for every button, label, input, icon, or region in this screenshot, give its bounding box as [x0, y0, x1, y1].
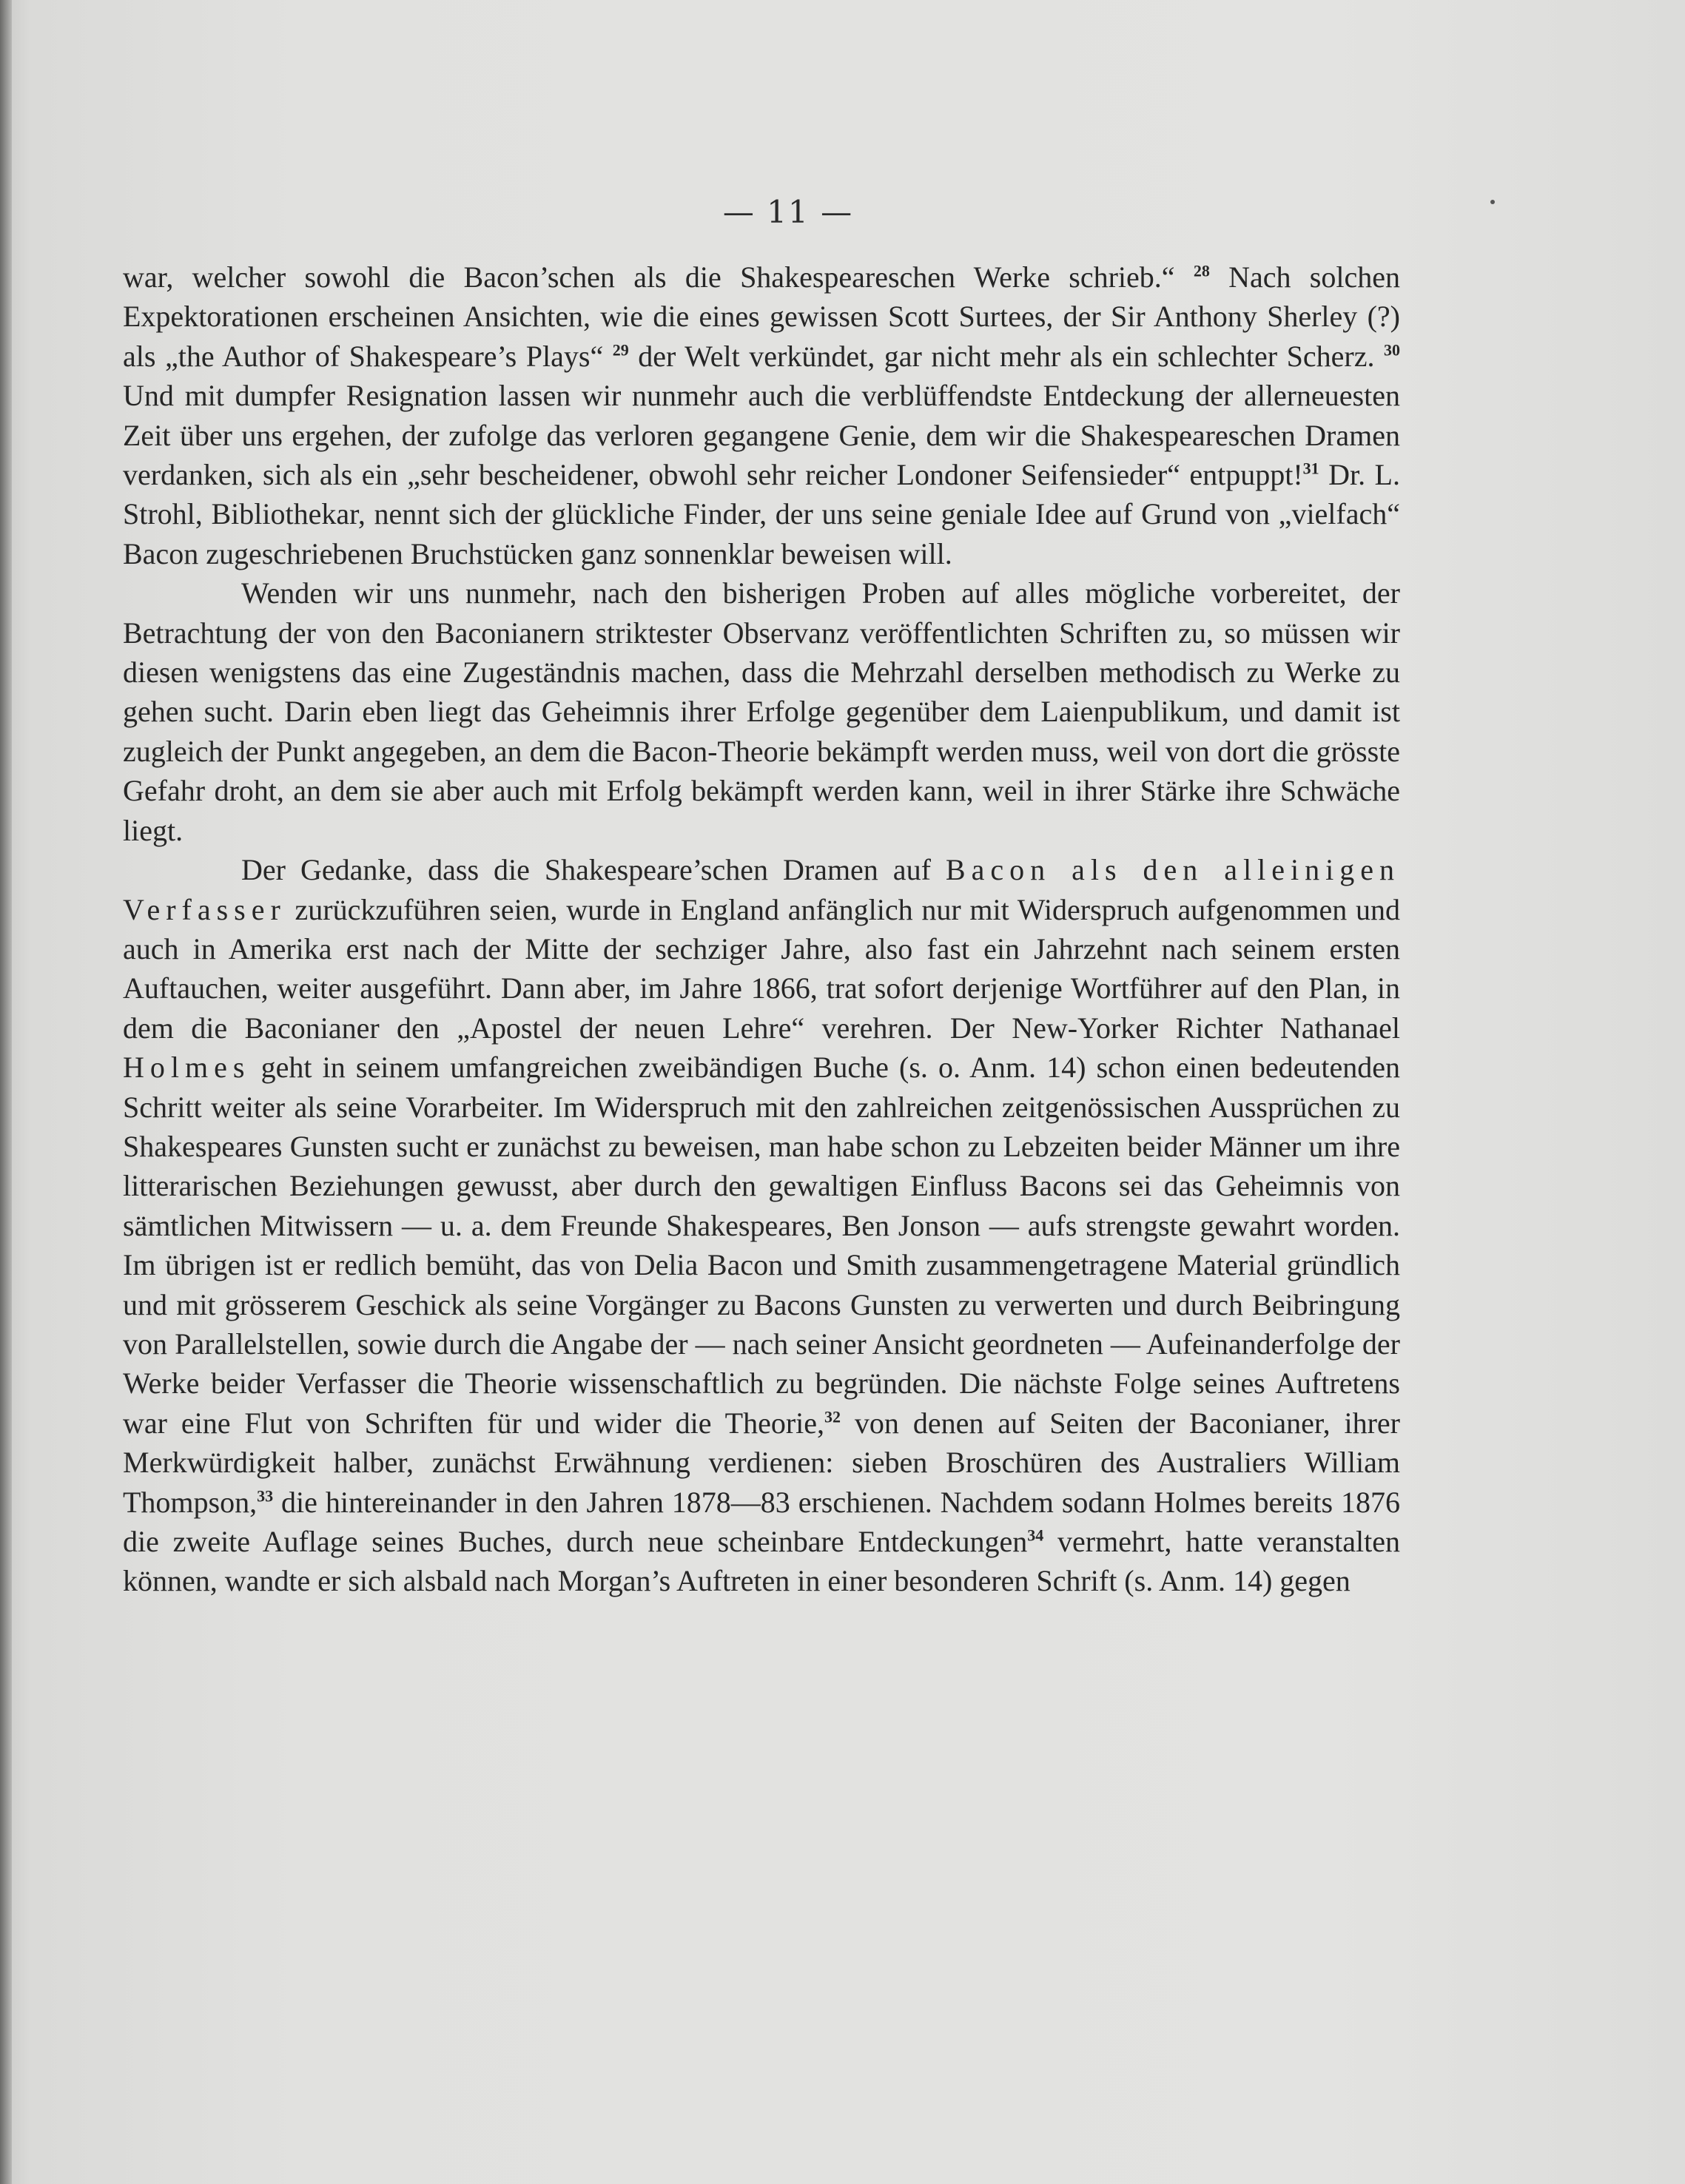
text-run: die hintereinander in den Jahren 1878—83 erschienen. Nachdem sodann Holmes bereits 1876 die zweite Auflage seines Buches, durch neue scheinbare Entdeckungen	[123, 1485, 1400, 1558]
paragraph	[123, 573, 1400, 850]
text-run: zurückzuführen seien, wurde in England anfänglich nur mit Widerspruch aufgenommen und auch in Amerika erst nach der Mitte der sechziger Jahre, also fast ein Jahrzehnt nach seinem ersten Auftauchen, weiter ausgeführt. Dann aber, im Jahre 1866, trat sofort derjenige Wortführer auf den Plan, in dem die Baconianer den „Apostel der neuen Lehre“ verehren. Der New-Yorker Richter Nathanael	[123, 892, 1400, 1045]
text-run: geht in seinem umfangreichen zweibändigen Buche (s. o. Anm. 14) schon einen bedeutenden Schritt weiter als seine Vorarbeiter. Im Widerspruch mit den zahlreichen zeitgenössischen Aussprüchen zu Shakespeares Gunsten sucht er zunächst zu beweisen, man habe schon zu Lebzeiten beider Männer um ihre litterarischen Beziehungen gewusst, aber durch den gewaltigen Einfluss Bacons sei das Geheimnis von sämtlichen Mitwissern — u. a. dem Freunde Shakespeares, Ben Jonson — aufs strengste gewahrt worden. Im übrigen ist er redlich bemüht, das von Delia Bacon und Smith zusammengetragene Material gründlich und mit grösserem Geschick als seine Vorgänger zu Bacons Gunsten zu verwerten und durch Beibringung von Parallelstellen, sowie durch die Angabe der — nach seiner Ansicht geordneten — Aufeinanderfolge der Werke beider Verfasser die Theorie wissenschaftlich zu begründen. Die nächste Folge seines Auftretens war eine Flut von Schriften für und wider die Theorie,	[123, 1051, 1400, 1440]
footnote-ref: 34	[1027, 1526, 1044, 1545]
footnote-ref: 31	[1302, 459, 1319, 478]
spaced-emphasis: Bacon als den alleinigen Verfasser	[123, 853, 1400, 926]
binding-edge	[0, 0, 12, 2184]
footnote-ref: 30	[1384, 340, 1400, 360]
paragraph	[123, 850, 1400, 1601]
dust-speck	[1490, 200, 1495, 204]
footnote-ref: 32	[824, 1407, 841, 1426]
text-run: Wenden wir uns nunmehr, nach den bisherigen Proben auf alles mögliche vorbereitet, der Betrachtung der von den Baconianern striktester Observanz veröffentlichten Schriften zu, so müssen wir diesen wenigstens das eine Zugeständnis machen, dass die Mehrzahl derselben methodisch zu Werke zu gehen sucht. Darin eben liegt das Geheimnis ihrer Erfolge gegenüber dem Laienpublikum, und damit ist zugleich der Punkt angegeben, an dem die Bacon-Theorie bekämpft werden muss, weil von dort die grösste Gefahr droht, an dem sie aber auch mit Erfolg bekämpft werden kann, weil in ihrer Stärke ihre Schwäche liegt.	[123, 576, 1400, 847]
paragraph	[123, 257, 1400, 573]
text-run: war, welcher sowohl die Bacon’schen als die Shakespeareschen Werke schrieb.“	[123, 260, 1194, 294]
text-run: Dr. L. Strohl, Bibliothekar, nennt sich der glückliche Finder, der uns seine geniale Idee auf Grund von „vielfach“ Bacon zugeschriebenen Bruchstücken ganz sonnenklar beweisen will.	[123, 458, 1400, 570]
text-run: Und mit dumpfer Resignation lassen wir nunmehr auch die verblüffendste Entdeckung der allerneuesten Zeit über uns ergehen, der zufolge das verloren gegangene Genie, dem wir die Shakespeareschen Dramen verdanken, sich als ein „sehr bescheidener, obwohl sehr reicher Londoner Seifensieder“ entpuppt!	[123, 379, 1400, 492]
text-run: von denen auf Seiten der Baconianer, ihrer Merkwürdigkeit halber, zunächst Erwähnung verdienen: sieben Broschüren des Australiers William Thompson,	[123, 1406, 1400, 1519]
text-run: vermehrt, hatte veranstalten können, wandte er sich alsbald nach Morgan’s Auftreten in einer besonderen Schrift (s. Anm. 14) gegen	[123, 1525, 1401, 1598]
body-text	[123, 257, 1400, 1601]
footnote-ref: 29	[612, 340, 629, 360]
footnote-ref: 33	[257, 1486, 274, 1506]
page-number: — 11 —	[722, 194, 854, 230]
text-run: Der Gedanke, dass die Shakespeare’schen Dramen auf	[241, 853, 946, 887]
text-run: Nach solchen Expektorationen erscheinen Ansichten, wie die eines gewissen Scott Surtees, der Sir Anthony Sherley (?) als „the Author of Shakespeare’s Plays“	[123, 260, 1400, 373]
footnote-ref: 28	[1193, 261, 1210, 280]
spaced-emphasis: Holmes	[123, 1051, 251, 1085]
text-run: der Welt verkündet, gar nicht mehr als ein schlechter Scherz.	[628, 339, 1384, 373]
